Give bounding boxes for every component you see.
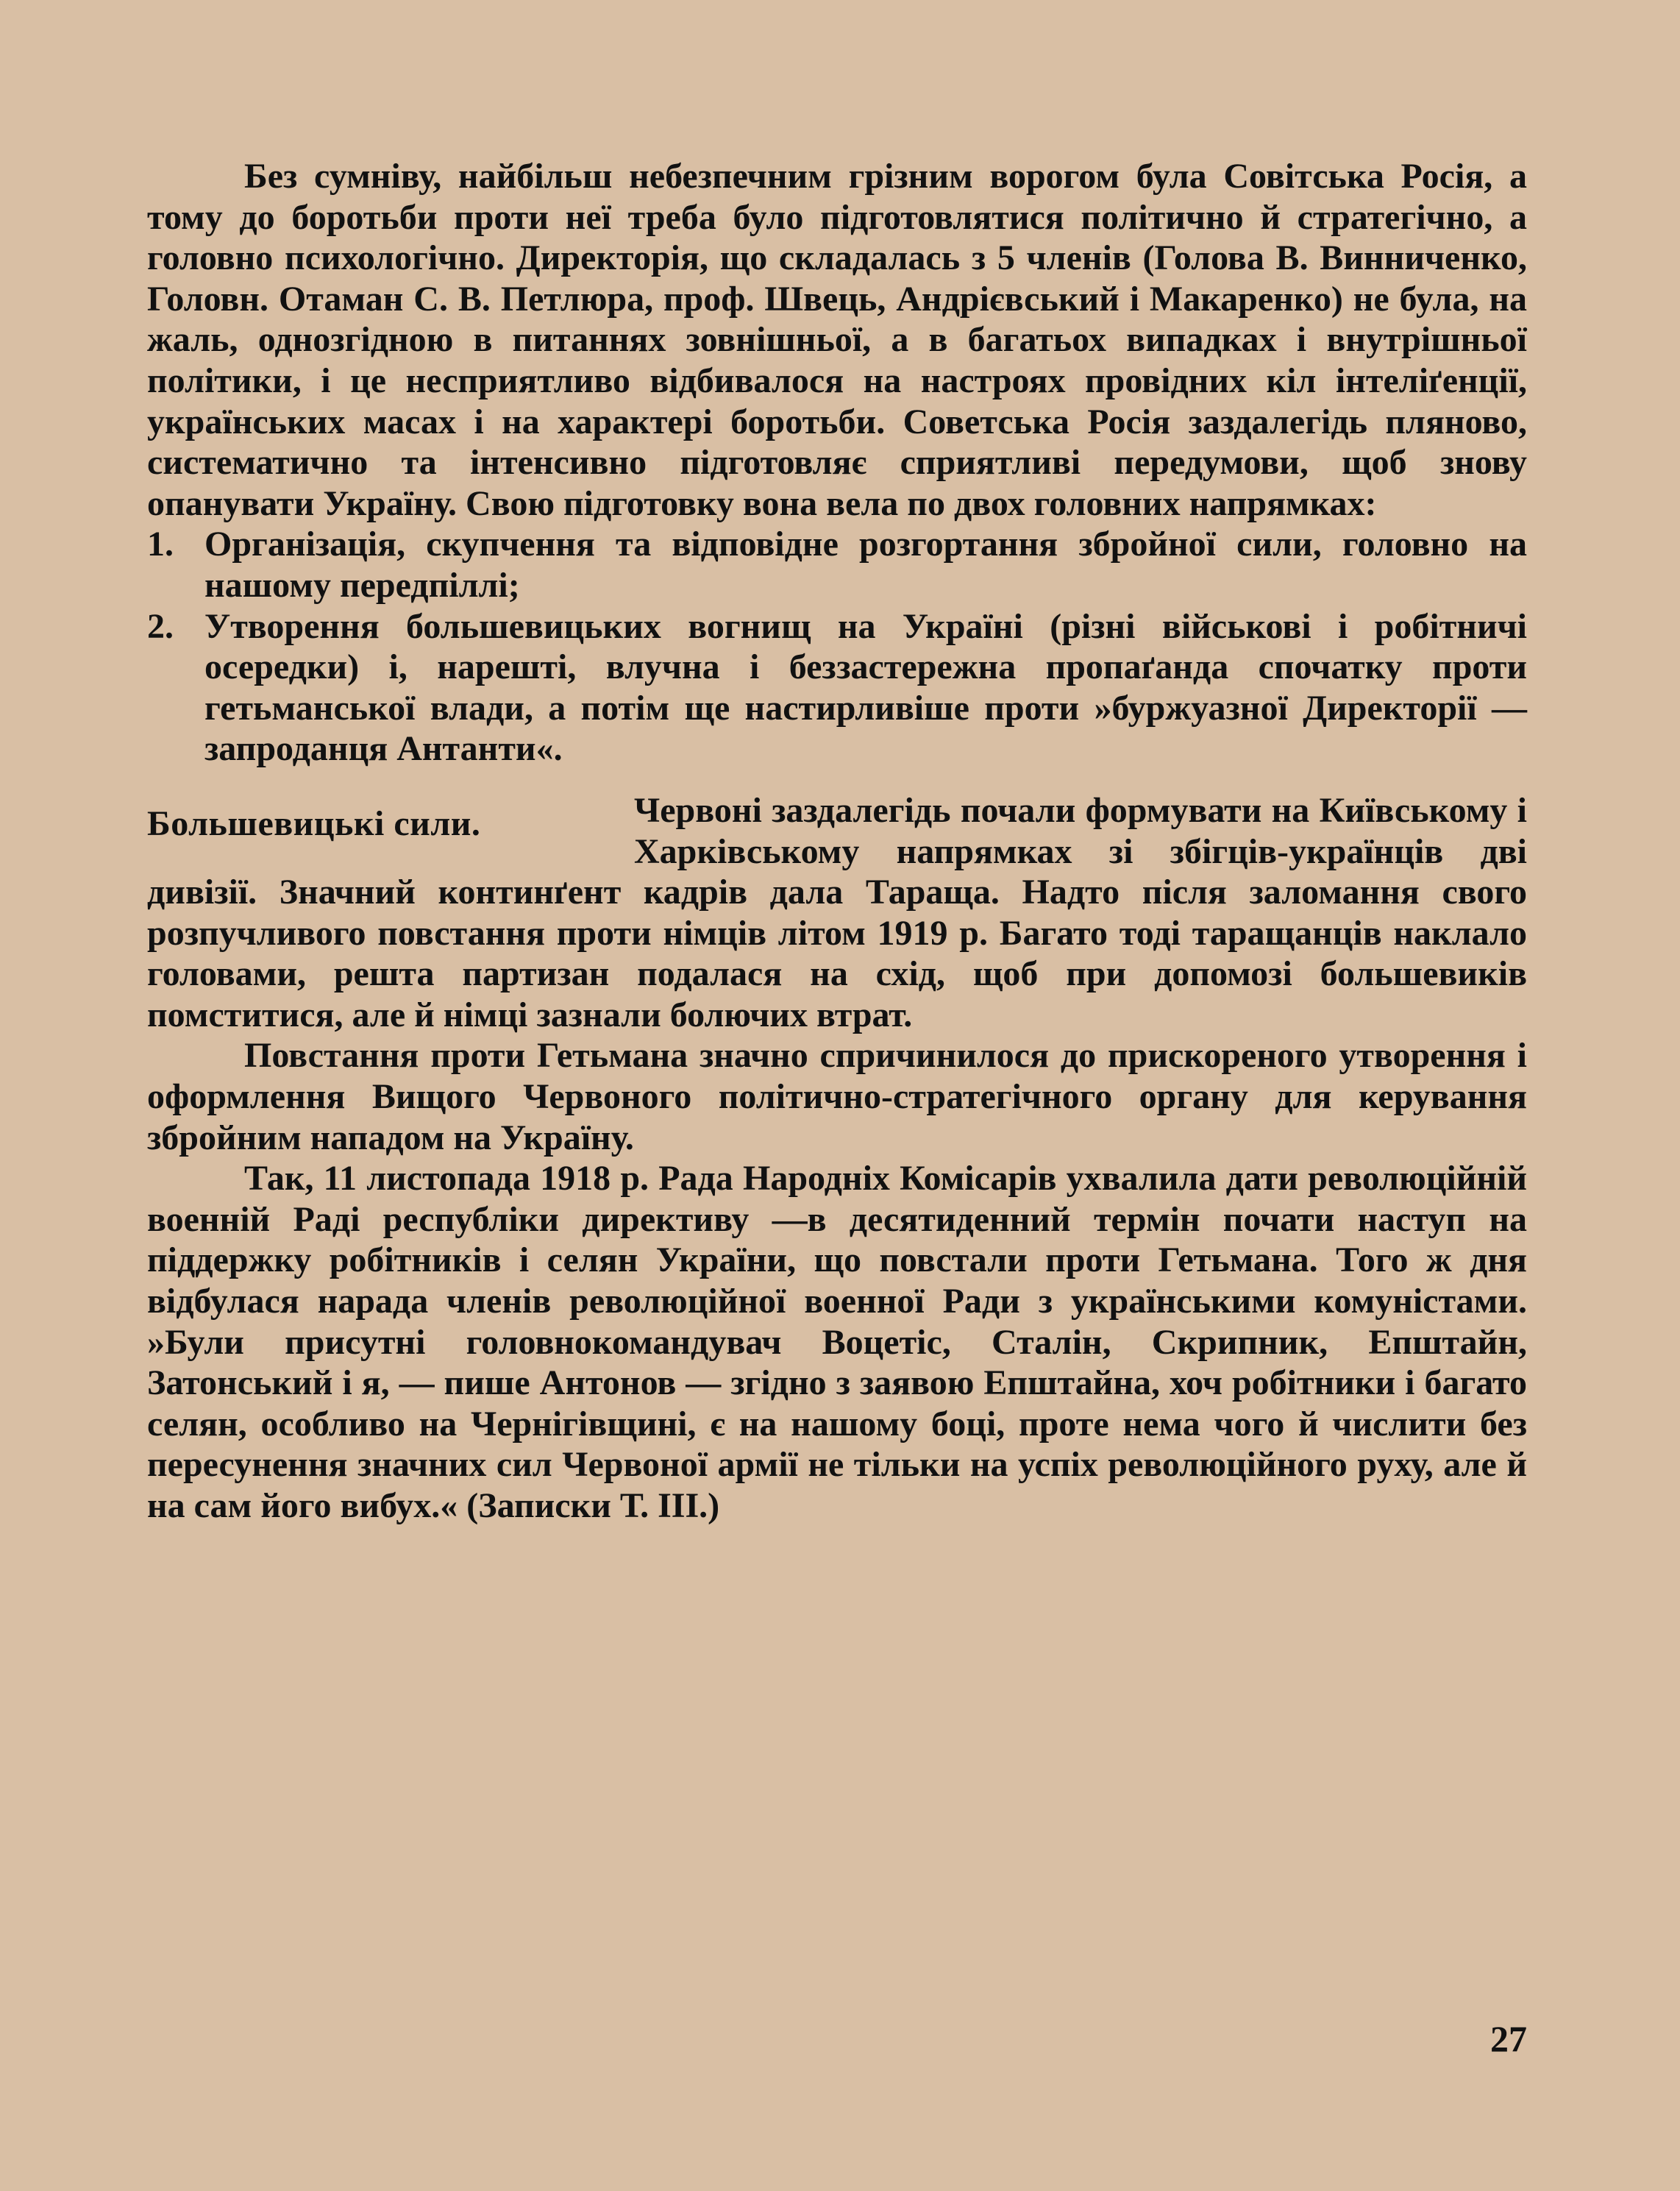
document-page (147, 156, 1527, 1527)
paragraph-november: Так, 11 листопада 1918 р. Рада Народніх Комісарів ухвалила дати революційній военній Раді республіки директиву —в десятиденний термін почати наступ на піддержку робітників і селян України, що повстали проти Гетьмана. Того ж дня відбулася нарада членів революційної военної Ради з українськими комуністами. »Були присутні головнокомандувач Воцетіс, Сталін, Скрипник, Епштайн, Затонський і я, — пише Антонов — згідно з заявою Епштайна, хоч робітники і багато селян, особливо на Чернігівщині, є на нашому боці, проте нема чого й числити без пересунення значних сил Червоної армії не тільки на успіх революційного руху, але й на сам його вибух.« (Записки Т. III.) (147, 1159, 1527, 1525)
list-number: 2. (147, 606, 174, 646)
list-number: 1. (147, 525, 174, 564)
list-text: Організація, скупчення та відповідне розгортання збройної сили, головно на нашому передпіллі; (204, 525, 1527, 605)
page-number: 27 (1490, 2018, 1527, 2059)
section-bolshevik-forces (147, 790, 1527, 1036)
list-item (147, 606, 1527, 770)
section-heading: Большевицькі сили. (147, 803, 481, 843)
numbered-list (147, 524, 1527, 770)
list-item (147, 524, 1527, 606)
paragraph-intro: Без сумніву, найбільш небезпечним грізним ворогом була Совітська Росія, а тому до боротьби проти неї треба було підготовлятися політично й стратегічно, а головно психологічно. Директорія, що складалась з 5 членів (Голова В. Винниченко, Головн. Отаман С. В. Петлюра, проф. Швець, Андрієвський і Макаренко) не була, на жаль, однозгідною в питаннях зовнішньої, а в багатьох випадках і внутрішньої політики, і це несприятливо відбивалося на настроях провідних кіл інтеліґенції, українських масах і на характері боротьби. Советська Росія заздалегідь пляново, систематично та інтенсивно підготовляє сприятливі передумови, щоб знову опанувати Україну. Свою підготовку вона вела по двох головних напрямках: (147, 157, 1527, 523)
list-text: Утворення большевицьких вогнищ на Україні (різні військові і робітничі осередки) і, нарешті, влучна і беззастережна пропаґанда спочатку проти гетьманської влади, а потім ще настирливіше проти »буржуазної Директорії — запроданця Антанти«. (204, 606, 1527, 769)
section-paragraph: Червоні заздалегідь почали формувати на Київському і Харківському напрямках зі збігців-українців дві дивізії. Значний континґент кадрів дала Таращa. Надто після заломання свого розпучливого повстання проти німців літом 1919 р. Багато тоді таращанців наклало головами, решта партизан подалася на схід, щоб при допомозі большевиків помститися, але й німці зазнали болючих втрат. (147, 790, 1527, 1034)
paragraph-uprising: Повстання проти Гетьмана значно спричинилося до прискореного утворення і оформлення Вищого Червоного політично-стратегічного органу для керування збройним нападом на Україну. (147, 1036, 1527, 1157)
